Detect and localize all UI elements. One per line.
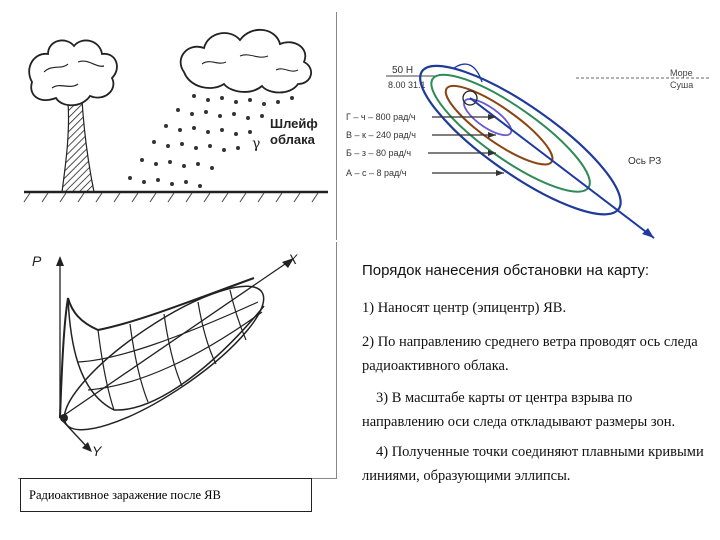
- zones-map-svg: [336, 56, 716, 252]
- mushroom-stem: [62, 100, 94, 192]
- y-axis-label: Y: [92, 443, 102, 459]
- header-value: 50 Н: [392, 65, 414, 76]
- x-axis-label: X: [288, 251, 298, 267]
- step-3: 3) В масштабе карты от центра взрыва по направлению оси следа откладывают размеры зон.: [362, 390, 676, 430]
- zone-label-v: В – к – 240 рад/ч: [346, 130, 416, 140]
- radiation-3d-plot: [18, 242, 337, 479]
- header-time: 8.00 31.1: [388, 80, 426, 90]
- ground-hatching: [24, 193, 318, 202]
- axis-arrow-line: [470, 98, 654, 238]
- origin-point: [60, 414, 68, 422]
- mushroom-cap: [29, 40, 117, 105]
- drifting-cloud: [181, 30, 311, 93]
- gamma-label: γ: [252, 136, 261, 152]
- land-label: Суша: [670, 80, 694, 90]
- cloud-plume-svg: [18, 12, 336, 240]
- zone-label-g: Г – ч – 800 рад/ч: [346, 112, 416, 122]
- sea-label: Море: [670, 68, 693, 78]
- p-axis-label: P: [32, 253, 42, 269]
- surface-edge: [68, 298, 264, 410]
- base-ellipse: [47, 264, 281, 452]
- zone-label-b: Б – з – 80 рад/ч: [346, 148, 412, 158]
- step-2: 2) По направлению среднего ветра проводят ось следа радиоактивного облака.: [362, 334, 698, 374]
- zone-legend: [346, 112, 504, 178]
- instructions-block: [362, 262, 712, 488]
- cloud-plume-illustration: [18, 12, 337, 240]
- axis-label: Ось РЗ: [628, 156, 662, 167]
- figure-caption: Радиоактивное заражение после ЯВ: [20, 478, 312, 512]
- plot3d-svg: [18, 242, 336, 478]
- y-axis: [60, 418, 88, 448]
- instructions-heading: Порядок нанесения обстановки на карту:: [362, 262, 650, 279]
- zone-label-a: А – с – 8 рад/ч: [346, 168, 407, 178]
- zone-ellipse-a: [403, 56, 639, 237]
- plume-label-2: облака: [270, 132, 315, 147]
- plume-label-1: Шлейф: [270, 116, 318, 131]
- step-4: 4) Полученные точки соединяют плавными кривыми линиями, образующими эллипсы.: [362, 444, 704, 484]
- step-1: 1) Наносят центр (эпицентр) ЯВ.: [362, 300, 567, 316]
